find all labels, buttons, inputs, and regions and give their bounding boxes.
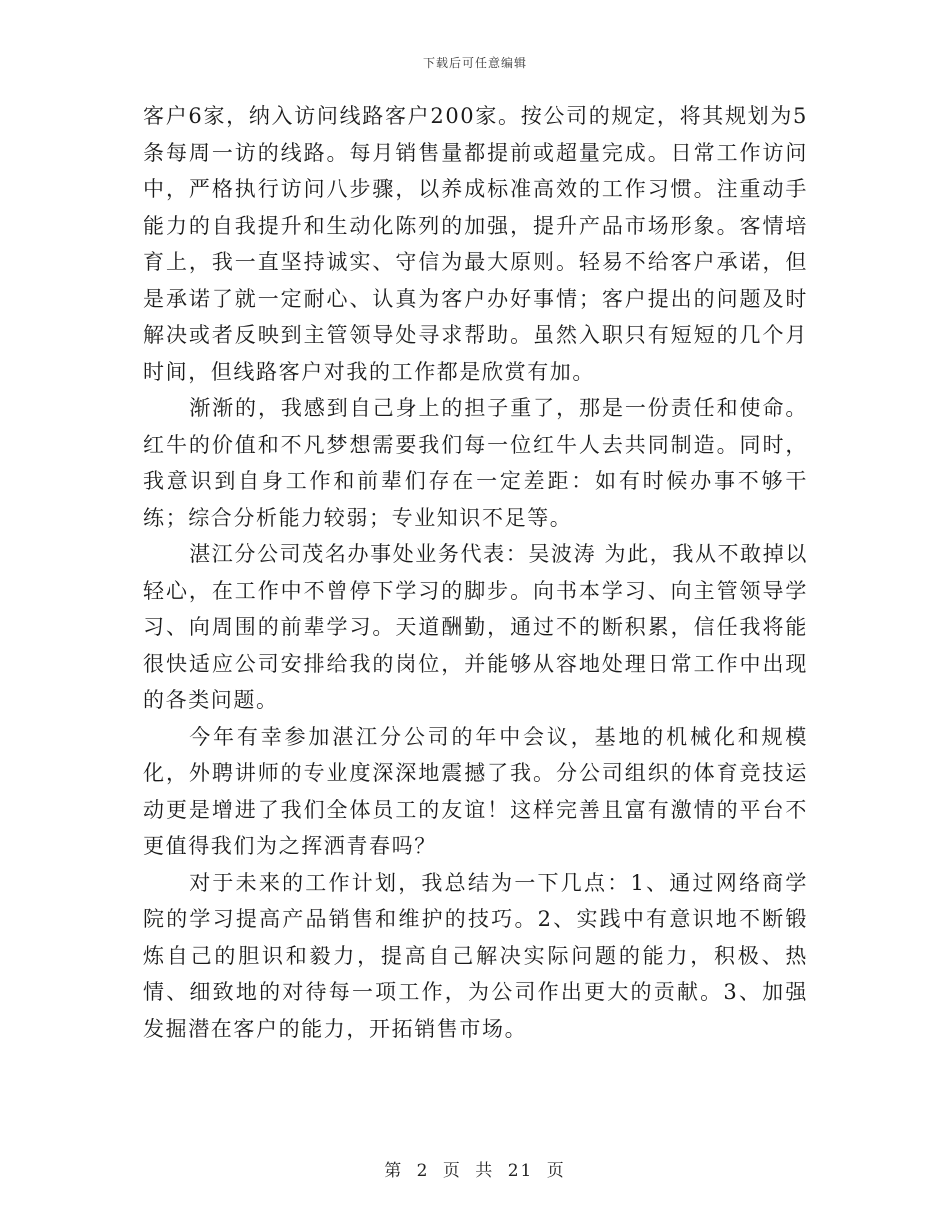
page-number-footer: 第 2 页 共 21 页 (384, 1161, 566, 1181)
paragraph-3: 湛江分公司茂名办事处业务代表：吴波涛 为此，我从不敢掉以轻心，在工作中不曾停下学习的脚步。向书本学习、向主管领导学习、向周围的前辈学习。天道酬勤，通过不的断积累，信任我将能很快适应公司安排给我的岗位，并能够从容地处理日常工作中出现的各类问题。 (143, 542, 808, 712)
document-body (143, 98, 808, 1047)
paragraph-5: 对于未来的工作计划，我总结为一下几点：1、通过网络商学院的学习提高产品销售和维护的技巧。2、实践中有意识地不断锻炼自己的胆识和毅力，提高自己解决实际问题的能力，积极、热情、细致地的对待每一项工作，为公司作出更大的贡献。3、加强发掘潜在客户的能力，开拓销售市场。 (143, 870, 808, 1041)
page-header: 下载后可任意编辑 (422, 56, 527, 70)
paragraph-4: 今年有幸参加湛江分公司的年中会议，基地的机械化和规模化，外聘讲师的专业度深深地震撼了我。分公司组织的体育竞技运动更是增进了我们全体员工的友谊！这样完善且富有激情的平台不更值得我们为之挥洒青春吗？ (143, 724, 808, 858)
paragraph-1: 客户6家，纳入访问线路客户200家。按公司的规定，将其规划为5条每周一访的线路。每月销售量都提前或超量完成。日常工作访问中，严格执行访问八步骤，以养成标准高效的工作习惯。注重动手能力的自我提升和生动化陈列的加强，提升产品市场形象。客情培育上，我一直坚持诚实、守信为最大原则。轻易不给客户承诺，但是承诺了就一定耐心、认真为客户办好事情；客户提出的问题及时解决或者反映到主管领导处寻求帮助。虽然入职只有短短的几个月时间，但线路客户对我的工作都是欣赏有加。 (143, 104, 808, 384)
paragraph-2: 渐渐的，我感到自己身上的担子重了，那是一份责任和使命。红牛的价值和不凡梦想需要我们每一位红牛人去共同制造。同时，我意识到自身工作和前辈们存在一定差距：如有时候办事不够干练；综合分析能力较弱；专业知识不足等。 (143, 396, 808, 530)
